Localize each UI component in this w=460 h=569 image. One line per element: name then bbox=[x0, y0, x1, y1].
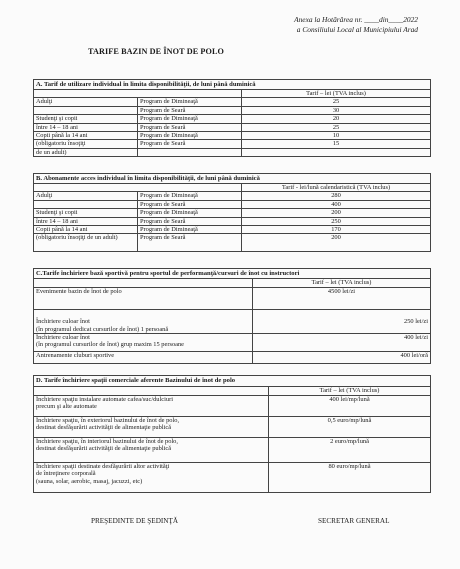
table-row bbox=[34, 140, 431, 148]
section-a-title: A. Tarif de utilizare individual în limita disponibilităţii, de luni până duminică bbox=[34, 80, 431, 90]
price-cell: 10 bbox=[242, 132, 431, 140]
category-cell: (obligatoriu însoţiţi de un adult) bbox=[34, 234, 138, 252]
program-cell: Program de Dimineaţă bbox=[138, 226, 242, 234]
table-row bbox=[34, 217, 431, 225]
service-line: Închiriere culoar înot bbox=[36, 334, 90, 341]
service-cell bbox=[34, 352, 253, 364]
category-cell: Studenţi şi copii bbox=[34, 115, 138, 123]
service-cell bbox=[34, 417, 269, 438]
table-row bbox=[34, 200, 431, 208]
table-row bbox=[34, 132, 431, 140]
service-cell bbox=[34, 288, 253, 310]
price-cell: 200 bbox=[242, 234, 431, 252]
category-cell: Adulţi bbox=[34, 192, 138, 200]
section-c-header: Tarif – lei (TVA inclus) bbox=[253, 279, 431, 288]
category-cell: (obligatoriu însoţiţi bbox=[34, 140, 138, 148]
section-d-title: D. Tarife închiriere spaţii comerciale aferente Bazinului de înot de polo bbox=[34, 376, 431, 387]
annex-line-2: a Consiliului Local al Municipiului Arad bbox=[296, 25, 418, 34]
section-a-table bbox=[33, 79, 431, 157]
price-cell: 400 bbox=[242, 200, 431, 208]
program-cell: Program de Seară bbox=[138, 217, 242, 225]
table-row bbox=[34, 192, 431, 200]
program-cell: Program de Dimineaţă bbox=[138, 209, 242, 217]
price-cell: 400 lei/mp/lună bbox=[269, 396, 431, 417]
program-cell: Program de Seară bbox=[138, 200, 242, 208]
service-cell bbox=[34, 438, 269, 463]
section-b-table bbox=[33, 173, 431, 252]
price-cell: 280 bbox=[242, 192, 431, 200]
program-cell: Program de Dimineaţă bbox=[138, 132, 242, 140]
price-cell: 200 bbox=[242, 209, 431, 217]
service-line: Închiriere spaţii destinate desfăşurării altor activităţi bbox=[36, 463, 170, 470]
section-a-header: Tarif – lei (TVA inclus) bbox=[242, 90, 431, 98]
category-cell bbox=[34, 106, 138, 114]
program-cell bbox=[138, 148, 242, 156]
program-cell: Program de Dimineaţă bbox=[138, 115, 242, 123]
service-cell bbox=[34, 463, 269, 493]
price-cell: 20 bbox=[242, 115, 431, 123]
president-signature-label: PREŞEDINTE DE ŞEDINŢĂ bbox=[91, 517, 179, 525]
service-line: Închiriere spaţiu instalare automate cafea/suc/dulciuri bbox=[36, 396, 173, 403]
table-row bbox=[34, 334, 431, 352]
price-cell: 0,5 euro/mp/lună bbox=[269, 417, 431, 438]
service-line: Închiriere spaţiu, în exteriorul bazinului de înot de polo, bbox=[36, 417, 180, 424]
price-cell: 25 bbox=[242, 98, 431, 106]
category-cell: Copii până la 14 ani bbox=[34, 132, 138, 140]
service-note: de întreţinere corporală bbox=[36, 470, 96, 478]
table-row bbox=[34, 226, 431, 234]
service-note: destinat desfăşurării activităţii de alimentaţie publică bbox=[36, 424, 172, 432]
price-cell: 30 bbox=[242, 106, 431, 114]
document-title: TARIFE BAZIN DE ÎNOT DE POLO bbox=[88, 47, 225, 56]
service-note: (în programul dedicat cursurilor de înot) 1 persoană bbox=[36, 325, 169, 333]
price-cell: 400 lei/zi bbox=[253, 334, 431, 352]
table-row bbox=[34, 396, 431, 417]
program-cell: Program de Seară bbox=[138, 234, 242, 252]
secretary-signature-label: SECRETAR GENERAL bbox=[318, 517, 390, 525]
program-cell: Program de Dimineaţă bbox=[138, 192, 242, 200]
service-line: Evenimente bazin de înot de polo bbox=[36, 288, 122, 295]
table-row bbox=[34, 234, 431, 252]
price-cell: 250 lei/zi bbox=[253, 310, 431, 334]
section-c-table bbox=[33, 268, 431, 364]
service-note: (în programul cursurilor de înot) grup maxim 15 persoane bbox=[36, 341, 185, 349]
table-row bbox=[34, 352, 431, 364]
price-cell: 250 bbox=[242, 217, 431, 225]
service-cell bbox=[34, 334, 253, 352]
service-line: Închiriere spaţiu, în interiorul bazinului de înot de polo, bbox=[36, 438, 178, 445]
category-cell bbox=[34, 200, 138, 208]
program-cell: Program de Seară bbox=[138, 123, 242, 131]
category-cell: între 14 – 18 ani bbox=[34, 123, 138, 131]
annex-line-1: Anexa la Hotărârea nr. ____din____2022 bbox=[294, 15, 418, 24]
table-row bbox=[34, 417, 431, 438]
table-row bbox=[34, 463, 431, 493]
category-cell: de un adult) bbox=[34, 148, 138, 156]
section-c-title: C.Tarife închiriere bază sportivă pentru sportul de performanţă/cursuri de înot cu instructori bbox=[34, 269, 431, 279]
table-row bbox=[34, 148, 431, 156]
price-cell: 15 bbox=[242, 140, 431, 148]
category-cell: Studenţi şi copii bbox=[34, 209, 138, 217]
price-cell: 170 bbox=[242, 226, 431, 234]
price-cell: 2 euro/mp/lună bbox=[269, 438, 431, 463]
annex-reference bbox=[294, 15, 418, 35]
price-cell: 25 bbox=[242, 123, 431, 131]
table-row bbox=[34, 106, 431, 114]
service-cell bbox=[34, 310, 253, 334]
section-d-header: Tarif – lei (TVA inclus) bbox=[269, 387, 431, 396]
service-note: destinat desfăşurării activităţii de alimentaţie publică bbox=[36, 445, 172, 453]
section-b-header: Tarif - lei/lună calendaristică (TVA inclus) bbox=[242, 184, 431, 192]
table-row bbox=[34, 288, 431, 310]
table-row bbox=[34, 438, 431, 463]
service-note: (sauna, solar, aerobic, masaj, jacuzzi, etc) bbox=[36, 477, 143, 485]
section-d-table bbox=[33, 375, 431, 493]
category-cell: Copii până la 14 ani bbox=[34, 226, 138, 234]
category-cell: între 14 – 18 ani bbox=[34, 217, 138, 225]
table-row bbox=[34, 98, 431, 106]
service-cell bbox=[34, 396, 269, 417]
price-cell: 80 euro/mp/lună bbox=[269, 463, 431, 493]
table-row bbox=[34, 209, 431, 217]
table-row bbox=[34, 310, 431, 334]
price-cell: 4500 lei/zi bbox=[253, 288, 431, 310]
price-cell: 400 lei/oră bbox=[253, 352, 431, 364]
program-cell: Program de Seară bbox=[138, 106, 242, 114]
service-note: precum şi alte automate bbox=[36, 403, 97, 411]
category-cell: Adulţi bbox=[34, 98, 138, 106]
program-cell: Program de Seară bbox=[138, 140, 242, 148]
table-row bbox=[34, 115, 431, 123]
program-cell: Program de Dimineaţă bbox=[138, 98, 242, 106]
service-line: Închiriere culoar înot bbox=[36, 318, 90, 326]
service-line: Antrenamente cluburi sportive bbox=[36, 352, 115, 359]
section-b-title: B. Abonamente acces individual în limita disponibilităţii, de luni până duminică bbox=[34, 174, 431, 184]
price-cell bbox=[242, 148, 431, 156]
table-row bbox=[34, 123, 431, 131]
